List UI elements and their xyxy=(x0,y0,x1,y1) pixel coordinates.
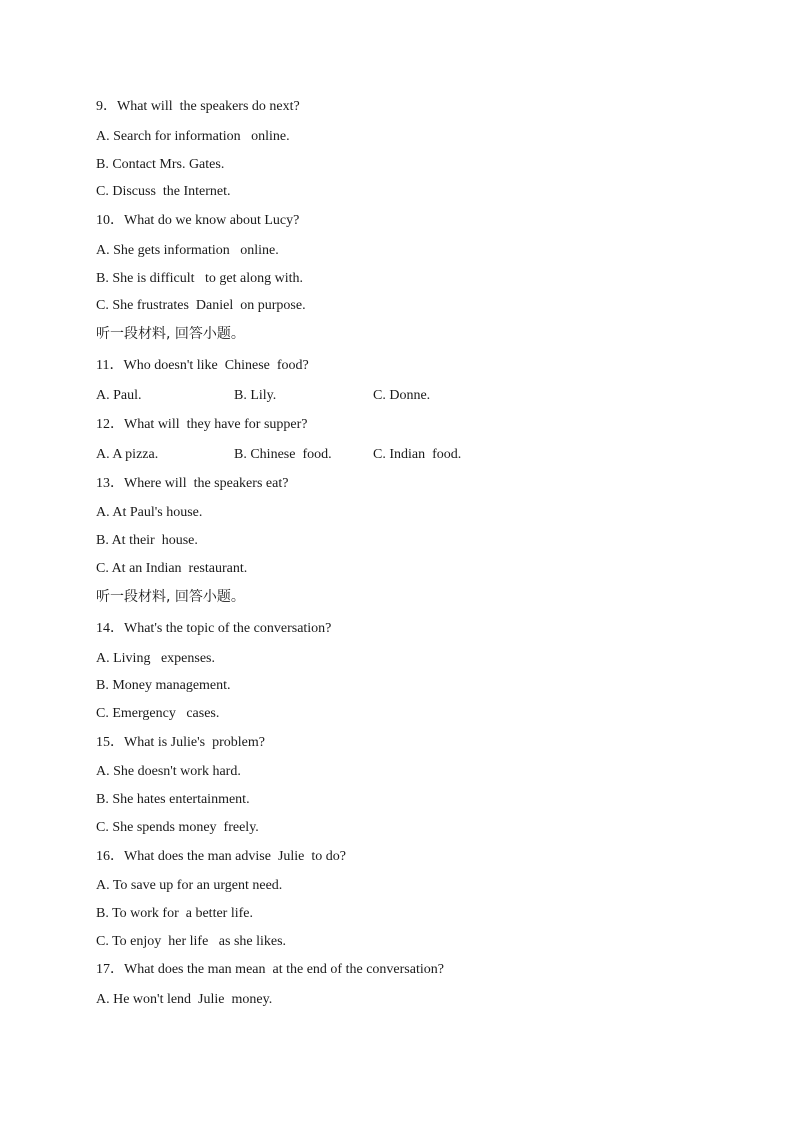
q13-option-b: B. At their house. xyxy=(96,533,198,548)
q10-option-a: A. She gets information online. xyxy=(96,243,279,258)
q12-option-a: A. A pizza. xyxy=(96,447,159,462)
q12-option-c: C. Indian food. xyxy=(373,447,462,462)
q16-option-b: B. To work for a better life. xyxy=(96,906,253,921)
q9-option-c: C. Discuss the Internet. xyxy=(96,184,231,199)
section-instruction: 听一段材料, 回答小题。 xyxy=(96,589,245,605)
question-12: 12．What will they have for supper? xyxy=(96,417,308,432)
q10-option-b: B. She is difficult to get along with. xyxy=(96,271,304,286)
q15-option-a: A. She doesn't work hard. xyxy=(96,764,241,779)
q11-option-c: C. Donne. xyxy=(373,388,431,403)
question-9: 9．What will the speakers do next? xyxy=(96,99,300,114)
question-13: 13．Where will the speakers eat? xyxy=(96,476,289,491)
q11-option-a: A. Paul. xyxy=(96,388,142,403)
q14-option-a: A. Living expenses. xyxy=(96,651,215,666)
section-instruction: 听一段材料, 回答小题。 xyxy=(96,326,245,342)
q14-option-b: B. Money management. xyxy=(96,678,231,693)
q9-option-a: A. Search for information online. xyxy=(96,129,290,144)
question-16: 16．What does the man advise Julie to do? xyxy=(96,849,346,864)
question-17: 17．What does the man mean at the end of the conversation? xyxy=(96,962,444,977)
q17-option-a: A. He won't lend Julie money. xyxy=(96,992,273,1007)
q13-option-a: A. At Paul's house. xyxy=(96,505,203,520)
q14-option-c: C. Emergency cases. xyxy=(96,706,220,721)
q16-option-c: C. To enjoy her life as she likes. xyxy=(96,934,287,949)
q12-option-b: B. Chinese food. xyxy=(234,447,332,462)
q15-option-b: B. She hates entertainment. xyxy=(96,792,250,807)
q11-option-b: B. Lily. xyxy=(234,388,277,403)
q16-option-a: A. To save up for an urgent need. xyxy=(96,878,283,893)
q13-option-c: C. At an Indian restaurant. xyxy=(96,561,248,576)
q10-option-c: C. She frustrates Daniel on purpose. xyxy=(96,298,306,313)
question-10: 10．What do we know about Lucy? xyxy=(96,213,300,228)
question-14: 14．What's the topic of the conversation? xyxy=(96,621,332,636)
question-15: 15．What is Julie's problem? xyxy=(96,735,265,750)
q15-option-c: C. She spends money freely. xyxy=(96,820,259,835)
question-11: 11．Who doesn't like Chinese food? xyxy=(96,358,309,373)
q9-option-b: B. Contact Mrs. Gates. xyxy=(96,157,225,172)
